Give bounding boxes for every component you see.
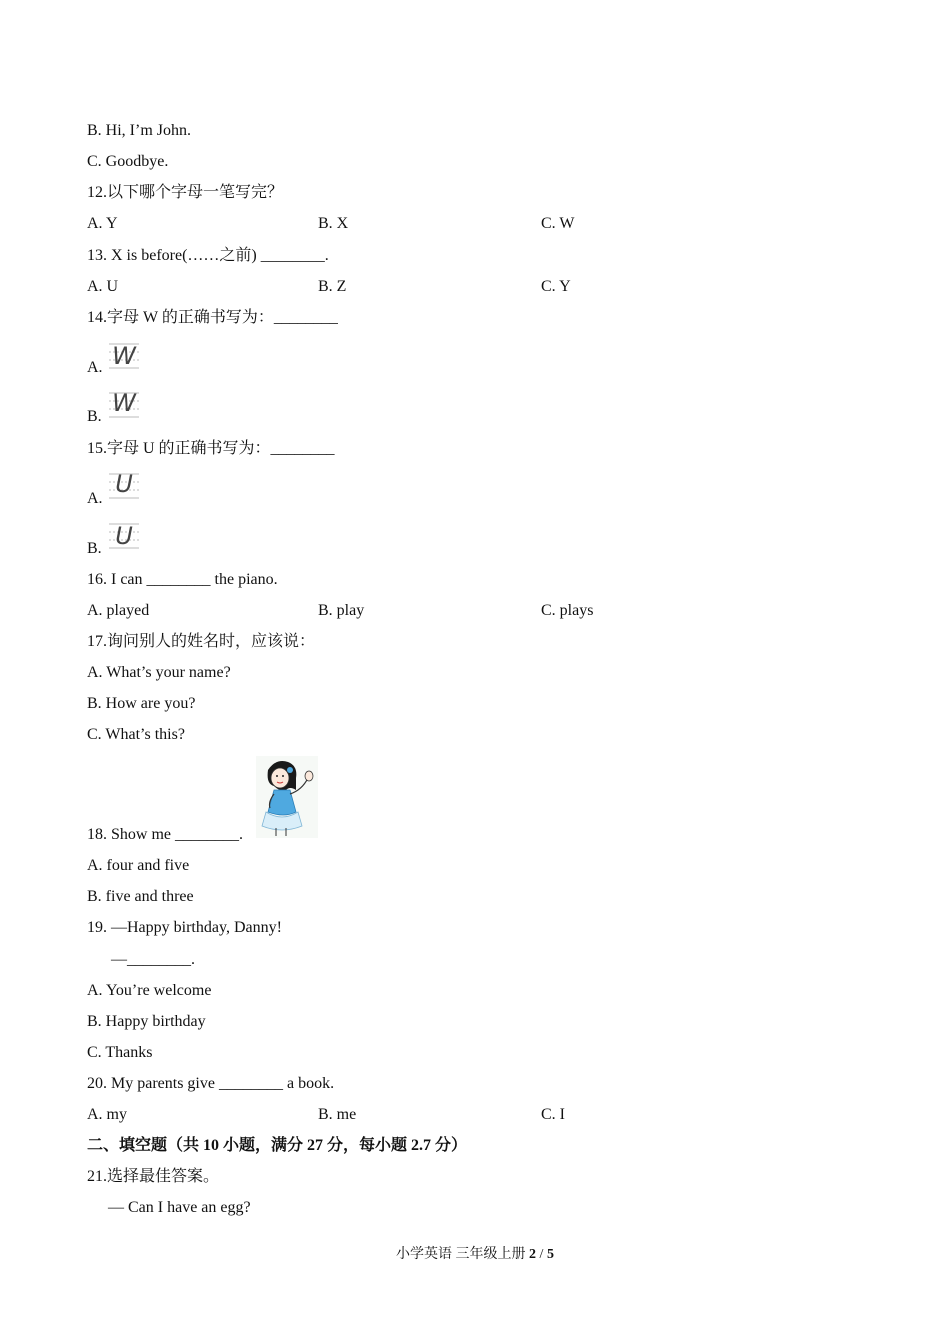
section-2-heading: 二、填空题（共 10 小题，满分 27 分，每小题 2.7 分） — [87, 1137, 468, 1154]
q15-option-a: A. — [87, 490, 103, 507]
letter-u-writing-b-image — [109, 518, 139, 552]
q17-option-c: C. What’s this? — [87, 726, 185, 743]
letter-w-writing-a-image — [109, 338, 139, 372]
q15b-glyph: U — [115, 522, 133, 550]
q17-option-b: B. How are you? — [87, 695, 196, 712]
q18-question: 18. Show me ________. — [87, 826, 243, 843]
q20-option-a: A. my — [87, 1106, 127, 1123]
q16-option-c: C. plays — [541, 602, 594, 619]
q17-option-a: A. What’s your name? — [87, 664, 231, 681]
q19-question: 19. —Happy birthday, Danny! — [87, 919, 282, 936]
q12-option-b: B. X — [318, 215, 349, 232]
q16-option-b: B. play — [318, 602, 365, 619]
q16-option-a: A. played — [87, 602, 150, 619]
q13-question: 13. X is before(……之前) ________. — [87, 247, 329, 264]
footer-total-pages: 5 — [546, 1247, 554, 1262]
q11-option-b: B. Hi, I’m John. — [87, 122, 191, 139]
q14a-glyph: W — [112, 342, 136, 370]
q15-option-b: B. — [87, 540, 102, 557]
q12-question: 12.以下哪个字母一笔写完？ — [87, 184, 284, 201]
q15-question: 15.字母 U 的正确书写为：________ — [87, 440, 335, 457]
q14b-glyph: W — [112, 389, 136, 417]
q17-question: 17.询问别人的姓名时，应该说： — [87, 633, 316, 650]
q20-question: 20. My parents give ________ a book. — [87, 1075, 335, 1092]
q21-dialogue-line: — Can I have an egg? — [108, 1199, 251, 1216]
page-footer — [0, 1246, 950, 1264]
q14-option-b: B. — [87, 408, 102, 425]
q12-option-a: A. Y — [87, 215, 118, 232]
q14-option-a: A. — [87, 359, 103, 376]
q18-option-a: A. four and five — [87, 857, 190, 874]
footer-page-number: 2 — [529, 1247, 537, 1262]
q12-option-c: C. W — [541, 215, 575, 232]
q13-option-a: A. U — [87, 278, 119, 295]
q18-option-b: B. five and three — [87, 888, 194, 905]
footer-separator: / — [539, 1247, 544, 1262]
q19-reply-blank: —________. — [111, 951, 195, 968]
q13-option-c: C. Y — [541, 278, 571, 295]
q21-question: 21.选择最佳答案。 — [87, 1168, 220, 1185]
girl-illustration — [256, 756, 318, 838]
q19-option-a: A. You’re welcome — [87, 982, 212, 999]
q15a-glyph: U — [115, 470, 133, 498]
q19-option-b: B. Happy birthday — [87, 1013, 206, 1030]
q11-option-c: C. Goodbye. — [87, 153, 169, 170]
q20-option-c: C. I — [541, 1106, 565, 1123]
letter-w-writing-b-image — [109, 387, 139, 421]
q16-question: 16. I can ________ the piano. — [87, 571, 278, 588]
q14-question: 14.字母 W 的正确书写为：________ — [87, 309, 338, 326]
q19-option-c: C. Thanks — [87, 1044, 153, 1061]
letter-u-writing-a-image — [109, 468, 139, 502]
q20-option-b: B. me — [318, 1106, 357, 1123]
footer-subject: 小学英语 三年级上册 — [396, 1247, 526, 1262]
q13-option-b: B. Z — [318, 278, 347, 295]
